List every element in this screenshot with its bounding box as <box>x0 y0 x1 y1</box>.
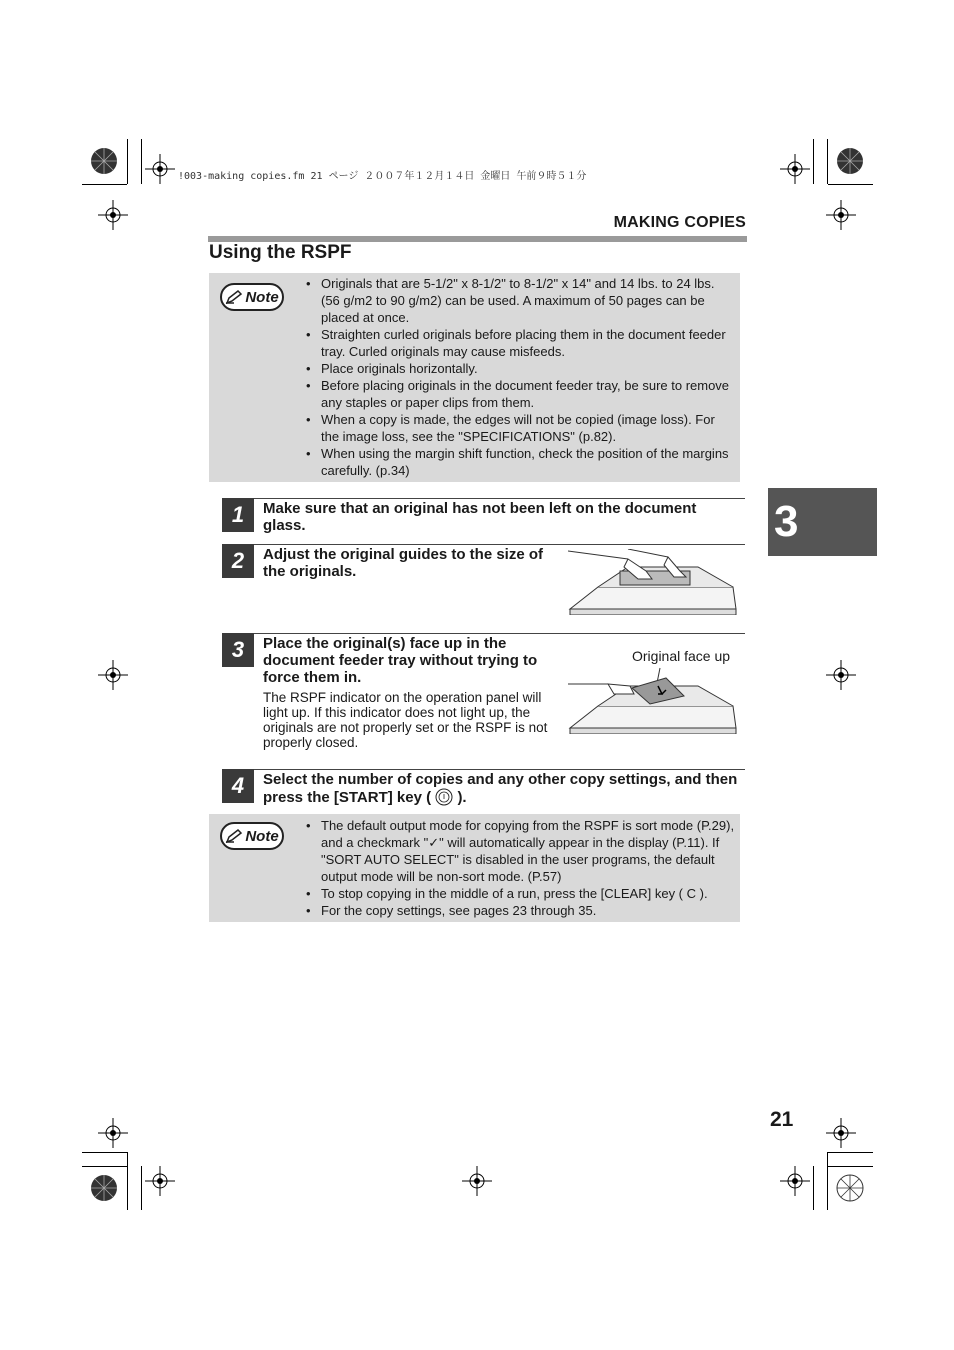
note-item-text: When a copy is made, the edges will not be copied (image loss). For the image loss, see the "SPECIFICATIONS" (p.82). <box>321 412 715 444</box>
list-item <box>306 326 736 360</box>
list-item <box>306 275 736 326</box>
list-item <box>306 411 736 445</box>
crosshair-icon <box>145 1166 175 1196</box>
note-list <box>306 275 736 479</box>
step-number: 4 <box>222 769 254 803</box>
step-text-start: Select the number of copies and any other copy settings, and then press the [START] key ( <box>263 771 738 806</box>
step-text: Make sure that an original has not been left on the document glass. <box>263 500 697 534</box>
step-text: Place the original(s) face up in the document feeder tray without trying to force them in. <box>263 635 538 686</box>
registration-mark-icon <box>90 147 118 175</box>
note-badge <box>220 283 284 311</box>
note-badge-label: Note <box>245 288 279 306</box>
crosshair-icon <box>826 660 856 690</box>
document-feeder-guides-illustration <box>568 549 738 615</box>
step-text <box>263 771 741 806</box>
pencil-icon <box>225 290 243 304</box>
start-key-icon <box>435 788 453 806</box>
note-badge <box>220 822 284 850</box>
crosshair-icon <box>98 200 128 230</box>
note-item-text: Place originals horizontally. <box>321 361 478 376</box>
section-title: Using the RSPF <box>209 242 352 263</box>
step-number: 1 <box>222 498 254 532</box>
note-list <box>306 817 736 919</box>
step-rule <box>222 633 745 634</box>
page-number: 21 <box>770 1108 794 1131</box>
original-face-up-illustration <box>568 664 738 734</box>
list-item <box>306 817 736 885</box>
list-item <box>306 360 736 377</box>
list-item <box>306 377 736 411</box>
list-item <box>306 885 736 902</box>
note-box <box>209 273 740 482</box>
crosshair-icon <box>98 1118 128 1148</box>
note-item-text: The default output mode for copying from the RSPF is sort mode (P.29), and a checkmark "✓" will automatically appear in the display (P.11). If "SORT AUTO SELECT" is disabled in the user programs, the default output mode will be non-sort mode. (P.57) <box>321 818 735 884</box>
step-text: Adjust the original guides to the size of the originals. <box>263 546 544 580</box>
step-rule <box>222 544 745 545</box>
note-item-text: Before placing originals in the document feeder tray, be sure to remove any staples or paper clips from them. <box>321 378 730 410</box>
step-text-end: ). <box>457 789 467 806</box>
note-item-text: To stop copying in the middle of a run, press the [CLEAR] key ( C ). <box>321 886 708 901</box>
crosshair-icon <box>98 660 128 690</box>
chapter-tab: 3 <box>768 488 877 556</box>
note-item-text: Originals that are 5-1/2" x 8-1/2" to 8-1/2" x 14" and 14 lbs. to 24 lbs. (56 g/m2 to 90 g/m2) can be used. A maximum of 50 pages can be placed at once. <box>321 276 715 325</box>
note-box <box>209 814 740 922</box>
crosshair-icon <box>780 154 810 184</box>
list-item <box>306 445 736 479</box>
crosshair-icon <box>826 200 856 230</box>
crosshair-icon <box>145 154 175 184</box>
crosshair-icon <box>826 1118 856 1148</box>
note-item-text: Straighten curled originals before placing them in the document feeder tray. Curled originals may cause misfeeds. <box>321 327 726 359</box>
note-item-text: When using the margin shift function, check the position of the margins carefully. (p.34) <box>321 446 729 478</box>
pencil-icon <box>225 829 243 843</box>
registration-mark-icon <box>90 1174 118 1202</box>
header-title: MAKING COPIES <box>613 214 746 231</box>
list-item <box>306 902 736 919</box>
crosshair-icon <box>780 1166 810 1196</box>
image-caption: Original face up <box>632 648 731 664</box>
step-number: 3 <box>222 633 254 667</box>
print-info: !003-making copies.fm 21 ページ ２００７年１２月１４日 金曜日 午前９時５１分 <box>178 171 587 182</box>
note-item-text: For the copy settings, see pages 23 through 35. <box>321 903 597 918</box>
step-rule <box>222 498 745 499</box>
note-badge-label: Note <box>245 827 279 845</box>
step-number: 2 <box>222 544 254 578</box>
step-body: The RSPF indicator on the operation panel will light up. If this indicator does not light up, the originals are not properly set or the RSPF is not properly closed. <box>263 690 548 750</box>
step-rule <box>222 769 745 770</box>
crosshair-icon <box>462 1166 492 1196</box>
registration-mark-icon <box>836 1174 864 1202</box>
registration-mark-icon <box>836 147 864 175</box>
